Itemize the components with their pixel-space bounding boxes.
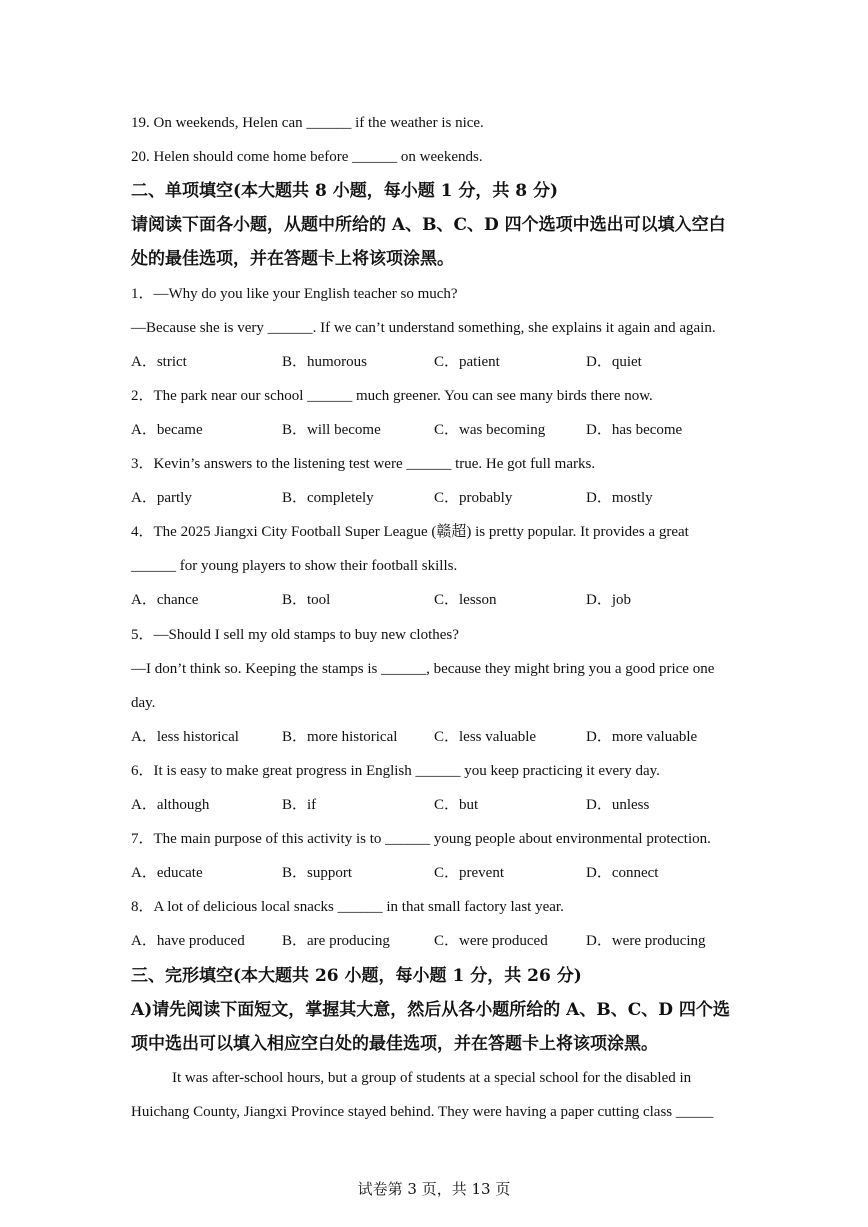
question-8: 8．A lot of delicious local snacks ______ in that small factory last year. [131, 899, 564, 915]
option-c: C．but [434, 797, 479, 813]
option-b: B．more historical [282, 729, 398, 745]
option-a: A．chance [131, 592, 199, 608]
passage-line-2: Huichang County, Jiangxi Province stayed behind. They were having a paper cutting class _____ [131, 1104, 714, 1120]
option-b: B．will become [282, 422, 381, 438]
section-2-instruction-1: 请阅读下面各小题，从题中所给的 A、B、C、D 四个选项中选出可以填入空白 [131, 215, 726, 235]
section-3-instruction-2: 项中选出可以填入相应空白处的最佳选项，并在答题卡上将该项涂黑。 [131, 1034, 658, 1054]
option-d: D．job [586, 592, 632, 608]
question-7: 7．The main purpose of this activity is to ______ young people about environmental protection. [131, 831, 711, 847]
option-c: C．probably [434, 490, 513, 506]
section-2-instruction-2: 处的最佳选项，并在答题卡上将该项涂黑。 [131, 249, 454, 269]
option-a: A．although [131, 797, 210, 813]
option-a: A．became [131, 422, 203, 438]
question-5-line-3: day. [131, 695, 156, 711]
option-c: C．less valuable [434, 729, 537, 745]
question-4-line-1: 4．The 2025 Jiangxi City Football Super League (赣超) is pretty popular. It provides a great [131, 524, 689, 540]
question-6: 6．It is easy to make great progress in English ______ you keep practicing it every day. [131, 763, 660, 779]
question-5-line-1: 5．—Should I sell my old stamps to buy new clothes? [131, 627, 459, 643]
option-c: C．were produced [434, 933, 548, 949]
option-b: B．are producing [282, 933, 390, 949]
section-3-title: 三、完形填空(本大题共 26 小题，每小题 1 分，共 26 分) [131, 966, 582, 986]
option-a: A．strict [131, 354, 187, 370]
question-4-line-2: ______ for young players to show their football skills. [131, 558, 458, 574]
option-d: D．were producing [586, 933, 706, 949]
option-b: B．humorous [282, 354, 368, 370]
option-d: D．more valuable [586, 729, 698, 745]
option-c: C．patient [434, 354, 500, 370]
line-q19: 19. On weekends, Helen can ______ if the weather is nice. [131, 115, 484, 131]
question-1-line-2: —Because she is very ______. If we can’t understand something, she explains it again and again. [131, 320, 716, 336]
line-q20: 20. Helen should come home before ______ on weekends. [131, 149, 483, 165]
option-c: C．prevent [434, 865, 504, 881]
option-a: A．educate [131, 865, 203, 881]
passage-line-1: It was after-school hours, but a group of students at a special school for the disabled in [172, 1070, 692, 1086]
option-b: B．completely [282, 490, 374, 506]
option-b: B．if [282, 797, 317, 813]
page-footer: 试卷第 3 页，共 13 页 [357, 1180, 511, 1198]
option-d: D．quiet [586, 354, 642, 370]
option-a: A．partly [131, 490, 192, 506]
question-3: 3．Kevin’s answers to the listening test were ______ true. He got full marks. [131, 456, 596, 472]
question-1-line-1: 1．—Why do you like your English teacher so much? [131, 286, 458, 302]
option-c: C．lesson [434, 592, 497, 608]
option-d: D．has become [586, 422, 683, 438]
question-5-line-2: —I don’t think so. Keeping the stamps is ______, because they might bring you a good price one [131, 661, 715, 677]
option-a: A．less historical [131, 729, 239, 745]
section-2-title: 二、单项填空(本大题共 8 小题，每小题 1 分，共 8 分) [131, 181, 559, 201]
option-c: C．was becoming [434, 422, 546, 438]
option-d: D．connect [586, 865, 659, 881]
option-d: D．unless [586, 797, 650, 813]
option-b: B．support [282, 865, 353, 881]
option-d: D．mostly [586, 490, 653, 506]
option-a: A．have produced [131, 933, 245, 949]
question-2: 2．The park near our school ______ much greener. You can see many birds there now. [131, 388, 653, 404]
option-b: B．tool [282, 592, 331, 608]
section-3-instruction-1: A)请先阅读下面短文，掌握其大意，然后从各小题所给的 A、B、C、D 四个选 [131, 1000, 730, 1020]
